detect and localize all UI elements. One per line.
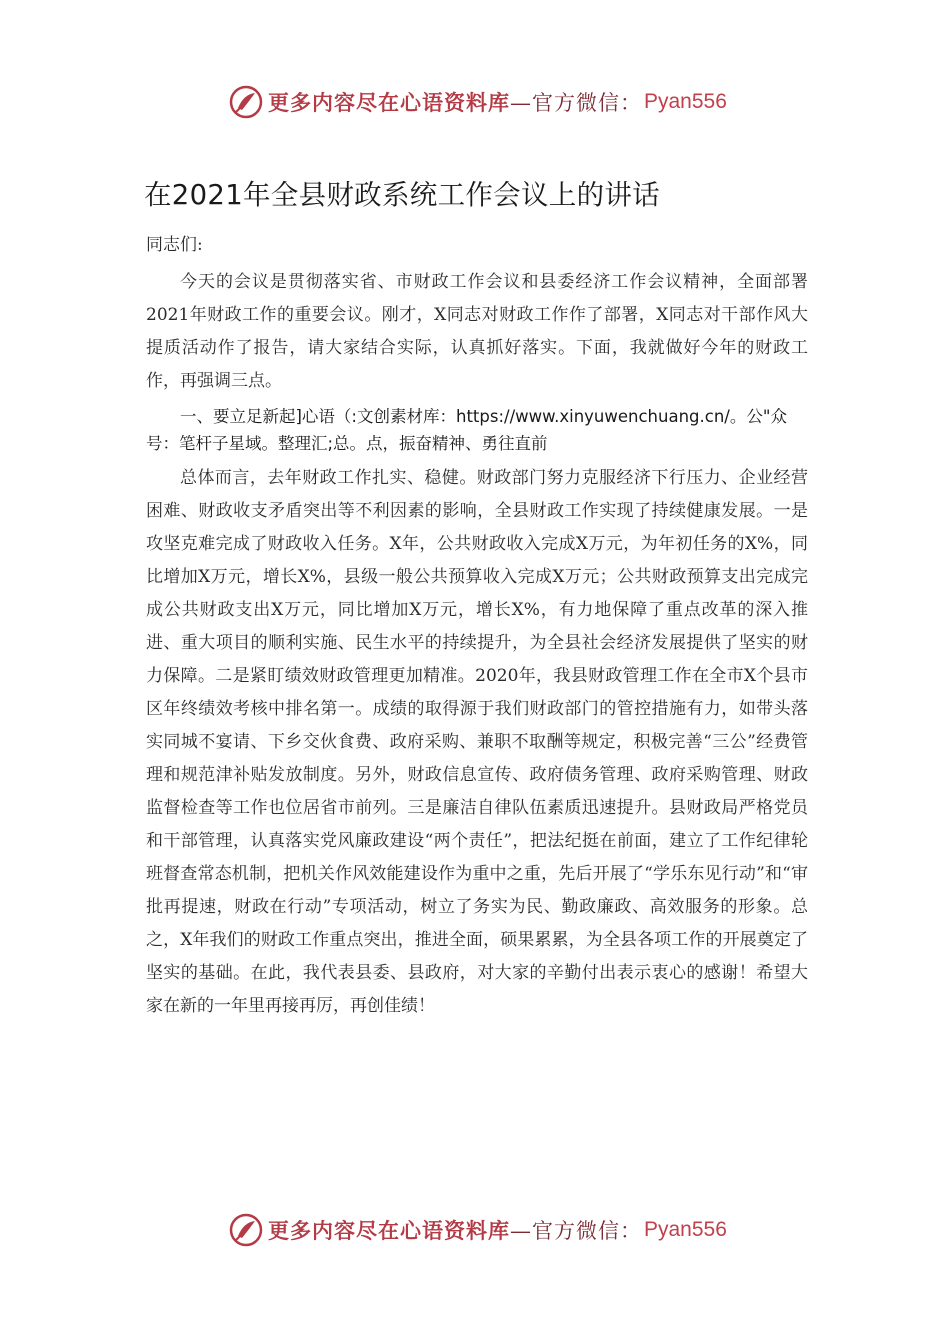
paragraph-body: 总体而言，去年财政工作扎实、稳健。财政部门努力克服经济下行压力、企业经营困难、财政收支矛盾突出等不利因素的影响，全县财政工作实现了持续健康发展。一是攻坚克难完成了财政收入任务。X年，公共财政收入完成X万元，为年初任务的X%，同比增加X万元，增长X%，县级一般公共预算收入完成X万元；公共财政预算支出完成完成公共财政支出X万元，同比增加X万元，增长X%，有力地保障了重点改革的深入推进、重大项目的顺利实施、民生水平的持续提升，为全县社会经济发展提供了坚实的财力保障。二是紧盯绩效财政管理更加精准。2020年，我县财政管理工作在全市X个县市区年终绩效考核中排名第一。成绩的取得源于我们财政部门的管控措施有力，如带头落实同城不宴请、下乡交伙食费、政府采购、兼职不取酬等规定，积极完善“三公”经费管理和规范津补贴发放制度。另外，财政信息宣传、政府债务管理、政府采购管理、财政监督检查等工作也位居省市前列。三是廉洁自律队伍素质迅速提升。县财政局严格党员和干部管理，认真落实党风廉政建设“两个责任”，把法纪挺在前面，建立了工作纪律轮班督查常态机制，把机关作风效能建设作为重中之重，先后开展了“学乐东见行动”和“审批再提速，财政在行动”专项活动，树立了务实为民、勤政廉政、高效服务的形象。总之，X年我们的财政工作重点突出，推进全面，硕果累累，为全县各项工作的开展奠定了坚实的基础。在此，我代表县委、县政府，对大家的辛勤付出表示衷心的感谢！希望大家在新的一年里再接再厉，再创佳绩！ xyxy=(146,468,808,1016)
logo-icon xyxy=(228,1212,264,1248)
section-heading-1: 一、要立足新起]心语（:文创素材库：https://www.xinyuwenchuang.cn/。公"众号：笔杆子星域。整理汇;总。点，振奋精神、勇往直前 xyxy=(146,407,787,453)
greeting: 同志们: xyxy=(146,235,203,255)
header-banner xyxy=(228,80,727,124)
banner-middle: —官方微信： xyxy=(510,1219,642,1243)
banner-middle: —官方微信： xyxy=(510,91,642,115)
banner-prefix: 更多内容尽在心语资料库 xyxy=(268,91,510,115)
footer-banner xyxy=(228,1208,727,1252)
document-title: 在2021年全县财政系统工作会议上的讲话 xyxy=(144,179,660,211)
logo-icon xyxy=(228,84,264,120)
paragraph-intro: 今天的会议是贯彻落实省、市财政工作会议和县委经济工作会议精神，全面部署2021年财政工作的重要会议。刚才，X同志对财政工作作了部署，X同志对干部作风大提质活动作了报告，请大家结合实际，认真抓好落实。下面，我就做好今年的财政工作，再强调三点。 xyxy=(146,272,808,391)
banner-wechat-id: Pyan556 xyxy=(644,1218,727,1241)
banner-wechat-id: Pyan556 xyxy=(644,90,727,113)
banner-prefix: 更多内容尽在心语资料库 xyxy=(268,1219,510,1243)
